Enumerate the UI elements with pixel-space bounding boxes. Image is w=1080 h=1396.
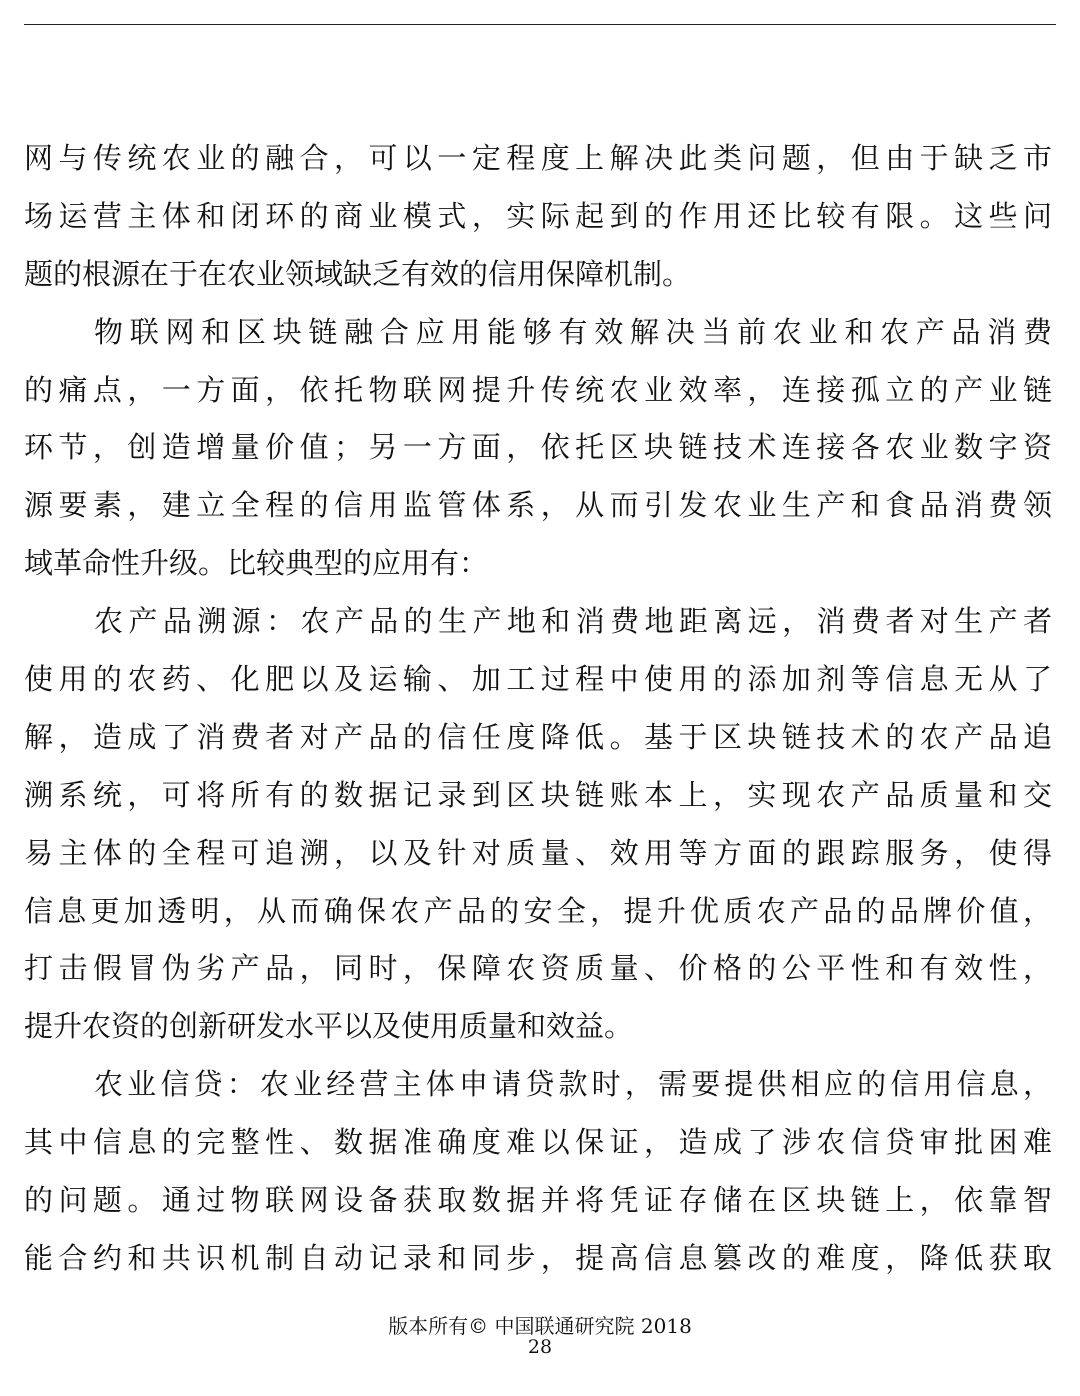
paragraph-4 bbox=[24, 1056, 1052, 1288]
page-number: 28 bbox=[527, 1336, 553, 1358]
paragraph-3 bbox=[24, 593, 1052, 1056]
header-rule bbox=[24, 24, 1056, 25]
text-line: 题的根源在于在农业领域缺乏有效的信用保障机制。 bbox=[24, 256, 692, 291]
text-line: 网与传统农业的融合，可以一定程度上解决此类问题，但由于缺乏市 bbox=[24, 141, 1052, 175]
text-line: 农业信贷：农业经营主体申请贷款时，需要提供相应的信用信息， bbox=[94, 1067, 1052, 1102]
text-line: 信息更加透明，从而确保农产品的安全，提升优质农产品的品牌价值， bbox=[24, 893, 1052, 928]
text-line: 能合约和共识机制自动记录和同步，提高信息篡改的难度，降低获取 bbox=[24, 1240, 1052, 1275]
text-line: 解，造成了消费者对产品的信任度降低。基于区块链技术的农产品追 bbox=[24, 719, 1052, 754]
text-line: 农产品溯源：农产品的生产地和消费地距离远，消费者对生产者 bbox=[94, 604, 1052, 639]
text-line: 使用的农药、化肥以及运输、加工过程中使用的添加剂等信息无从了 bbox=[24, 662, 1052, 697]
text-line: 物联网和区块链融合应用能够有效解决当前农业和农产品消费 bbox=[94, 314, 1052, 349]
text-line: 环节，创造增量价值；另一方面，依托区块链技术连接各农业数字资 bbox=[24, 430, 1052, 465]
text-line: 场运营主体和闭环的商业模式，实际起到的作用还比较有限。这些问 bbox=[24, 198, 1052, 233]
footer-copyright: 版本所有© 中国联通研究院 2018 bbox=[388, 1314, 692, 1338]
text-line: 的问题。通过物联网设备获取数据并将凭证存储在区块链上，依靠智 bbox=[24, 1183, 1052, 1218]
text-line: 打击假冒伪劣产品，同时，保障农资质量、价格的公平性和有效性， bbox=[24, 951, 1052, 986]
text-line: 易主体的全程可追溯，以及针对质量、效用等方面的跟踪服务，使得 bbox=[24, 835, 1052, 870]
text-line: 域革命性升级。比较典型的应用有： bbox=[24, 546, 489, 581]
text-line: 源要素，建立全程的信用监管体系，从而引发农业生产和食品消费领 bbox=[24, 488, 1052, 523]
text-line: 提升农资的创新研发水平以及使用质量和效益。 bbox=[24, 1009, 634, 1044]
text-line: 溯系统，可将所有的数据记录到区块链账本上，实现农产品质量和交 bbox=[24, 777, 1052, 812]
paragraph-1 bbox=[24, 130, 1052, 304]
paragraph-2 bbox=[24, 304, 1052, 593]
document-body bbox=[24, 130, 1052, 1288]
text-line: 其中信息的完整性、数据准确度难以保证，造成了涉农信贷审批困难 bbox=[24, 1125, 1052, 1160]
text-line: 的痛点，一方面，依托物联网提升传统农业效率，连接孤立的产业链 bbox=[24, 372, 1052, 407]
